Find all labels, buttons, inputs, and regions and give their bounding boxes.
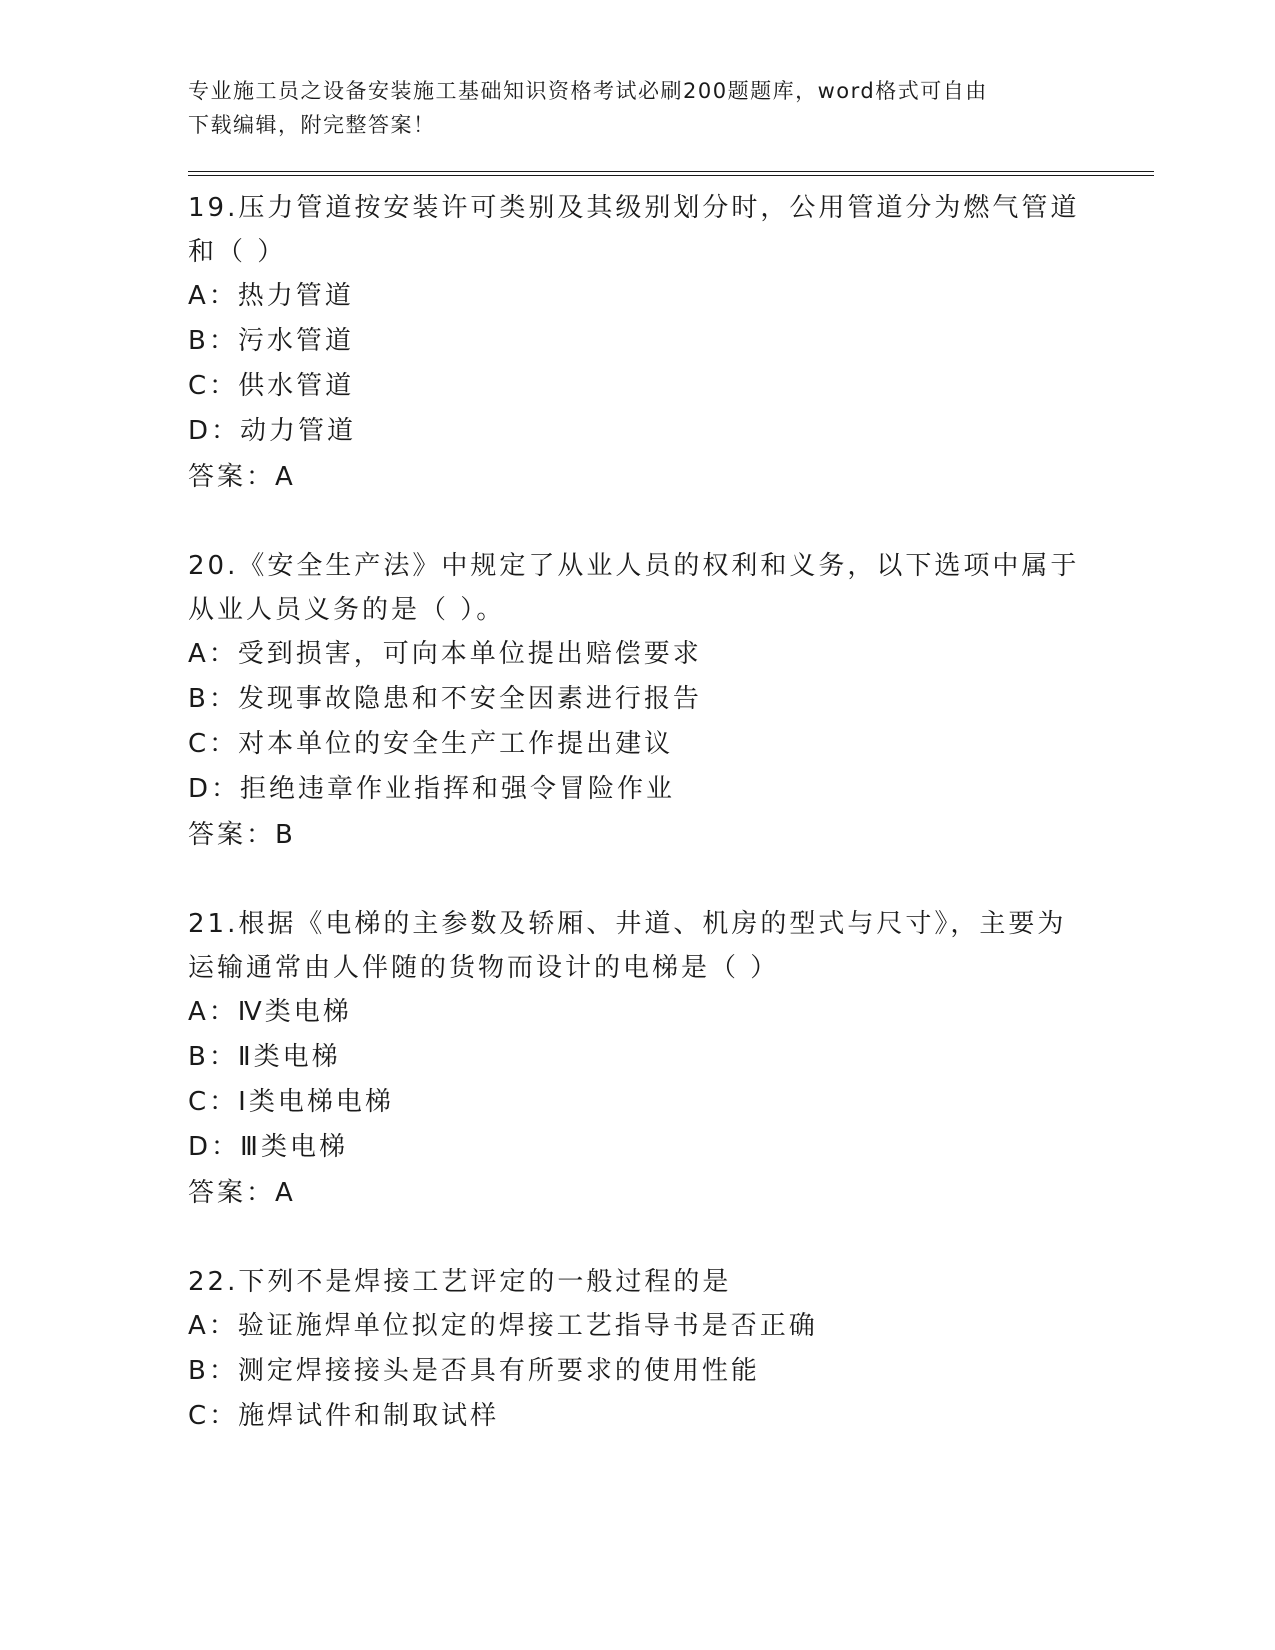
answer: 答案：A xyxy=(188,462,296,492)
option-b: B：发现事故隐患和不安全因素进行报告 xyxy=(188,684,702,714)
option-a: A：受到损害，可向本单位提出赔偿要求 xyxy=(188,639,702,669)
option-a: A：热力管道 xyxy=(188,281,354,311)
option-c: C：施焊试件和制取试样 xyxy=(188,1401,500,1431)
option-c: C：供水管道 xyxy=(188,371,355,401)
option-b: B：测定焊接接头是否具有所要求的使用性能 xyxy=(188,1356,760,1386)
option-d: D：拒绝违章作业指挥和强令冒险作业 xyxy=(188,774,676,804)
question-text: 21.根据《电梯的主参数及轿厢、井道、机房的型式与尺寸》，主要为 运输通常由人伴随的货物而设计的电梯是（ ） xyxy=(188,909,1067,983)
question-text: 22.下列不是焊接工艺评定的一般过程的是 xyxy=(188,1267,732,1297)
question-21 xyxy=(188,902,1088,1216)
option-a: A：验证施焊单位拟定的焊接工艺指导书是否正确 xyxy=(188,1311,818,1341)
question-20 xyxy=(188,544,1088,858)
header-divider-bottom xyxy=(188,175,1154,176)
option-a: A：Ⅳ类电梯 xyxy=(188,997,352,1027)
option-d: D：Ⅲ类电梯 xyxy=(188,1132,348,1162)
document-header xyxy=(188,74,1068,142)
option-c: C：对本单位的安全生产工作提出建议 xyxy=(188,729,674,759)
question-19 xyxy=(188,186,1088,500)
header-line-2: 下载编辑，附完整答案！ xyxy=(188,113,436,137)
header-divider-top xyxy=(188,171,1154,172)
option-b: B：Ⅱ类电梯 xyxy=(188,1042,341,1072)
option-c: C：Ⅰ类电梯电梯 xyxy=(188,1087,394,1117)
option-d: D：动力管道 xyxy=(188,416,357,446)
question-text: 20.《安全生产法》中规定了从业人员的权利和义务，以下选项中属于 从业人员义务的是（ ）。 xyxy=(188,551,1080,625)
question-22 xyxy=(188,1260,1088,1439)
header-line-1: 专业施工员之设备安装施工基础知识资格考试必刷200题题库，word格式可自由 xyxy=(188,79,988,103)
question-list xyxy=(188,186,1088,1483)
answer: 答案：A xyxy=(188,1178,296,1208)
answer: 答案：B xyxy=(188,820,296,850)
option-b: B：污水管道 xyxy=(188,326,354,356)
question-text: 19.压力管道按安装许可类别及其级别划分时，公用管道分为燃气管道 和（ ） xyxy=(188,193,1080,267)
